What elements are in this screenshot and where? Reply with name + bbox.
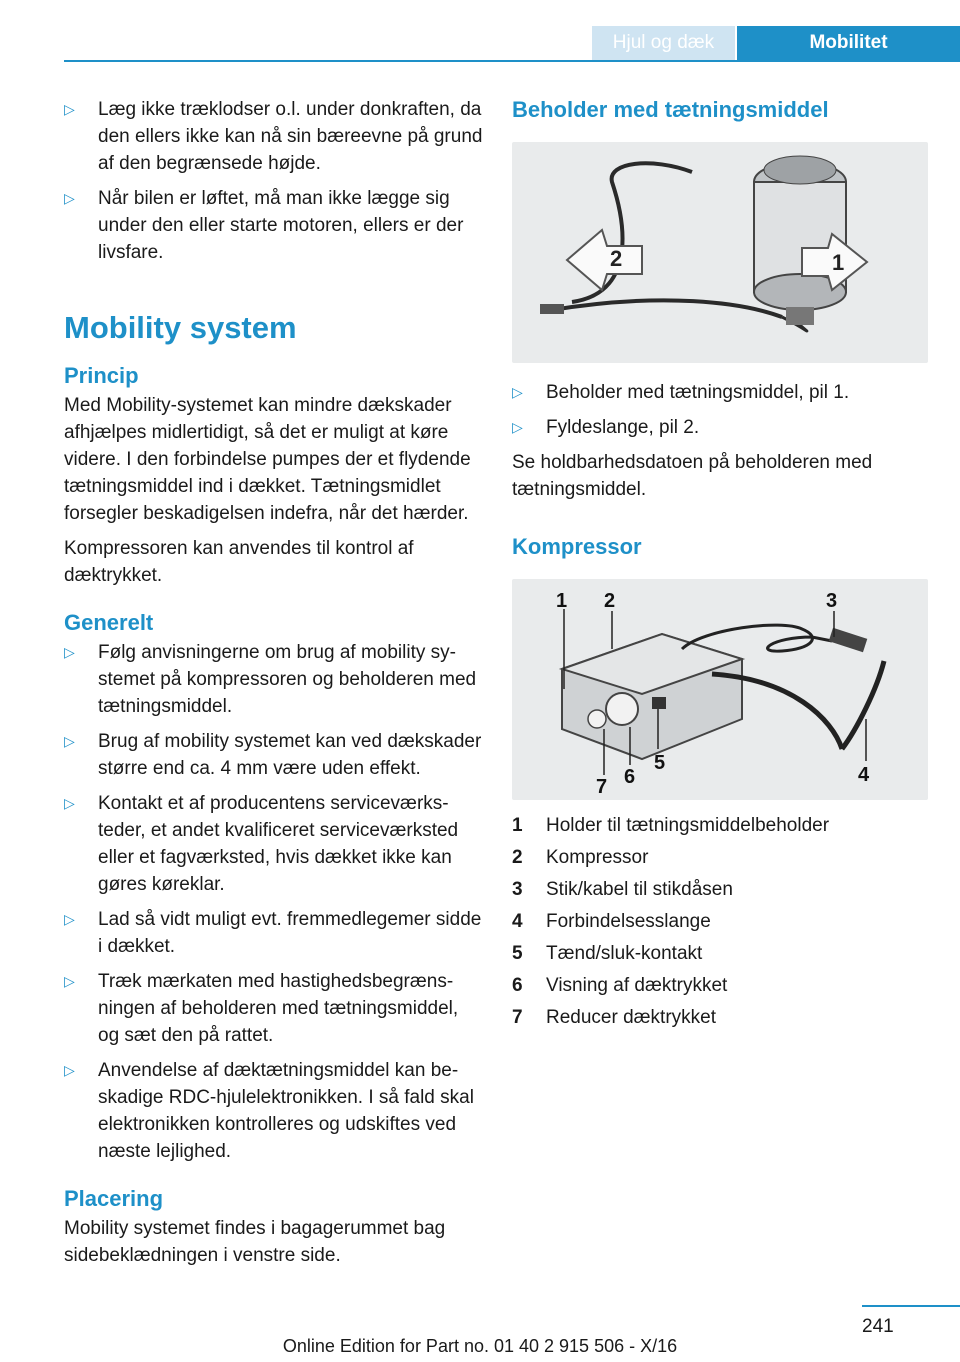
header-tab-chapter[interactable]: Mobilitet: [737, 26, 960, 60]
list-item: ▷ Når bilen er løftet, må man ikke lægge sig under den eller starte motoren, ellers er der livsfare.: [64, 185, 484, 266]
list-item: ▷ Træk mærkaten med hastighedsbegrænsningen af beholderen med tætningsmiddel, og sæt den på rattet.: [64, 968, 484, 1049]
arrow-2-icon: [567, 230, 642, 290]
legend-item: 7 Reducer dæktrykket: [512, 1007, 717, 1028]
callout-4: 4: [858, 764, 870, 786]
compressor-drawing: [512, 579, 928, 800]
legend-item: 5 Tænd/sluk-kontakt: [512, 943, 703, 964]
right-column: [512, 96, 928, 1034]
list-item: ▷ Læg ikke træklodser o.l. under donkraften, da den ellers ikke kan nå sin bæreevne på grund af den begrænsede højde.: [64, 96, 484, 177]
compressor-legend: [512, 810, 928, 1034]
page-number: 241: [862, 1316, 894, 1337]
header-tab-section[interactable]: Hjul og dæk: [592, 26, 735, 60]
callout-2: 2: [604, 590, 616, 612]
beholder-bullet-list: [512, 379, 928, 441]
footer-divider: [862, 1305, 960, 1307]
legend-item: 3 Stik/kabel til stikdåsen: [512, 879, 733, 900]
main-heading: Mobility system: [64, 310, 297, 345]
compressor-illustration: [512, 579, 928, 800]
triangle-bullet-icon: [64, 639, 84, 666]
legend-item: 1 Holder til tætningsmiddelbeholder: [512, 815, 830, 836]
kompressor-heading: Kompressor: [512, 534, 642, 559]
list-item: ▷ Beholder med tætningsmiddel, pil 1.: [512, 379, 928, 406]
triangle-bullet-icon: [64, 790, 84, 817]
left-column: [64, 96, 484, 1277]
triangle-bullet-icon: [64, 185, 84, 212]
triangle-bullet-icon: [512, 379, 532, 406]
triangle-bullet-icon: [64, 96, 84, 123]
generelt-heading: Generelt: [64, 610, 154, 635]
list-item: ▷ Fyldeslange, pil 2.: [512, 414, 928, 441]
list-item: ▷ Kontakt et af producentens serviceværksteder, et andet kvalificeret serviceværksted eller et fagværksted, hvis dækket ikke kan gøres køreklar.: [64, 790, 484, 898]
callout-5: 5: [654, 752, 666, 774]
list-item: ▷ Følg anvisningerne om brug af mobility systemet på kompressoren og beholderen med tætningsmiddel.: [64, 639, 484, 720]
beholder-heading: Beholder med tætningsmiddel: [512, 97, 829, 122]
callout-6: 6: [624, 766, 636, 788]
legend-item: 6 Visning af dæktrykket: [512, 975, 728, 996]
triangle-bullet-icon: [64, 968, 84, 995]
callout-7: 7: [596, 776, 608, 798]
callout-3: 3: [826, 590, 838, 612]
callout-1: 1: [556, 590, 568, 612]
intro-bullet-list: [64, 96, 484, 266]
princip-heading: Princip: [64, 363, 139, 388]
princip-paragraph-2: Kompressoren kan anvendes til kontrol af dæktrykket.: [64, 538, 414, 586]
triangle-bullet-icon: [512, 414, 532, 441]
power-switch-icon: [652, 697, 666, 709]
triangle-bullet-icon: [64, 728, 84, 755]
arrow-label-2: 2: [610, 246, 623, 271]
hose-valve-icon: [540, 304, 564, 314]
pressure-gauge-icon: [606, 693, 638, 725]
list-item: ▷ Brug af mobility systemet kan ved dækskader større end ca. 4 mm være uden effekt.: [64, 728, 484, 782]
triangle-bullet-icon: [64, 906, 84, 933]
sealant-container-drawing: [512, 142, 928, 363]
header-divider: [64, 60, 960, 62]
triangle-bullet-icon: [64, 1057, 84, 1084]
placering-paragraph: Mobility systemet findes i bagagerummet bag sidebeklædningen i venstre side.: [64, 1218, 446, 1266]
edition-footer: Online Edition for Part no. 01 40 2 915 506 - X/16: [282, 1336, 678, 1356]
legend-item: 4 Forbindelsesslange: [512, 911, 711, 932]
list-item: ▷ Lad så vidt muligt evt. fremmedlegemer sidde i dækket.: [64, 906, 484, 960]
princip-paragraph: Med Mobility-systemet kan mindre dækskader afhjælpes midlertidigt, så det er muligt at køre videre. I den forbindelse pumpes der et flydende tætningsmiddel ind i dækket. Tætningsmidlet forsegler beskadigelsen indefra, når det hærder.: [64, 395, 471, 524]
sealant-container-illustration: [512, 142, 928, 363]
beholder-paragraph: Se holdbarhedsdatoen på beholderen med tætningsmiddel.: [512, 452, 873, 500]
arrow-label-1: 1: [832, 250, 845, 275]
generelt-bullet-list: [64, 639, 484, 1165]
placering-heading: Placering: [64, 1186, 164, 1211]
legend-item: 2 Kompressor: [512, 847, 649, 868]
list-item: ▷ Anvendelse af dæktætningsmiddel kan beskadige RDC-hjulelektronikken. I så fald skal elektronikken kontrolleres og udskiftes ved næste lejlighed.: [64, 1057, 484, 1165]
